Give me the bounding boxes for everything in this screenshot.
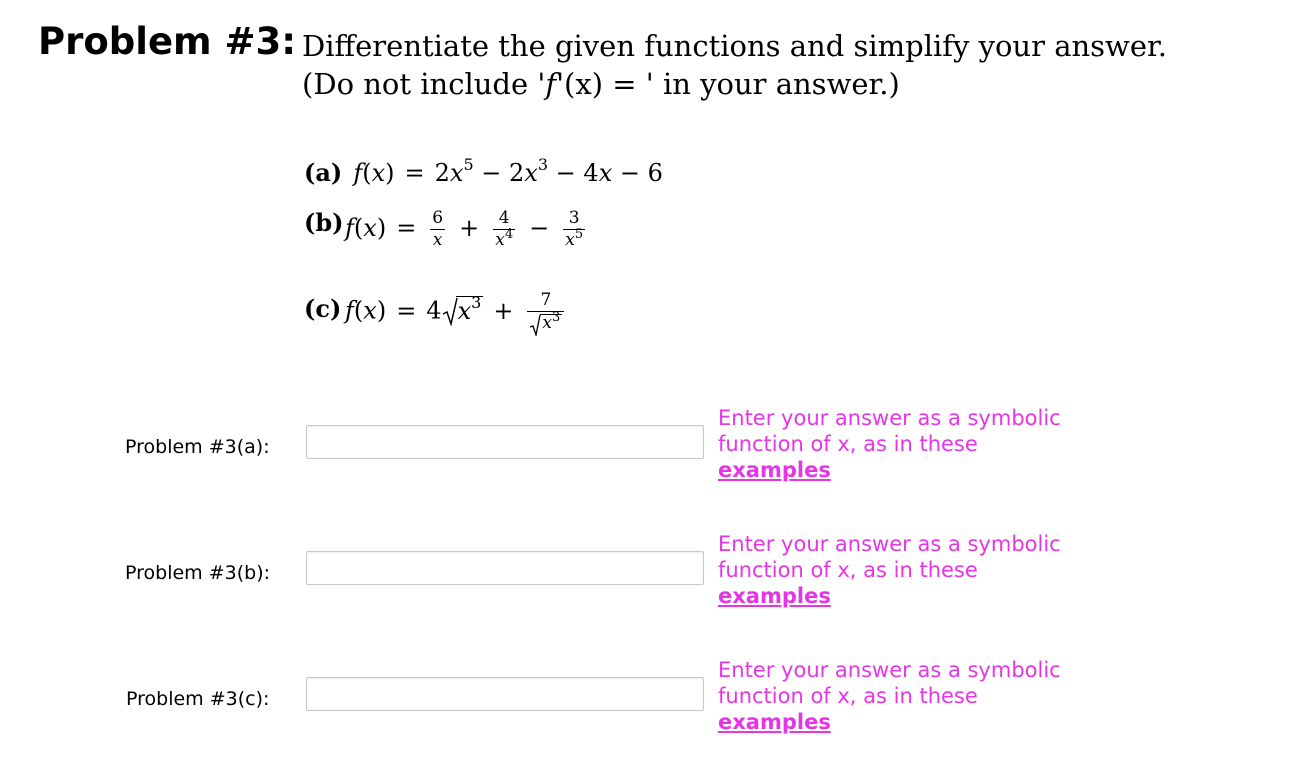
row-label-b: Problem #3(b): bbox=[125, 562, 271, 584]
instruction-mid: '(x) = ' in your answer.) bbox=[556, 67, 900, 101]
problem-title: Problem #3: bbox=[38, 20, 297, 63]
instruction-f: f bbox=[545, 67, 557, 101]
answer-input-c[interactable] bbox=[306, 677, 704, 711]
examples-link-b[interactable]: examples bbox=[718, 584, 831, 608]
row-label-c: Problem #3(c): bbox=[126, 688, 270, 710]
part-a-equation: $f(x) = 2x^5 - 2x^3 - 4x - 6$ bbox=[353, 155, 663, 187]
part-c-equation: f(x) = 4 $x^3$ + $\frac{7}{x^3}$ bbox=[345, 292, 568, 332]
part-b-equation: f(x) = $\frac{6}{x}$ + $\frac{4}{x^4}$ − $\frac{3}{x^5}$ bbox=[345, 208, 584, 250]
part-a-label: (a) bbox=[304, 158, 343, 187]
row-label-a: Problem #3(a): bbox=[125, 436, 270, 458]
hint-a bbox=[718, 405, 1098, 483]
instruction-line-1: Differentiate the given functions and simplify your answer. bbox=[302, 29, 1167, 63]
hint-c bbox=[718, 657, 1098, 735]
hint-b-text: Enter your answer as a symbolic function of x, as in these bbox=[718, 532, 1061, 582]
answer-input-b[interactable] bbox=[306, 551, 704, 585]
answer-input-a[interactable] bbox=[306, 425, 704, 459]
part-b-label: (b) bbox=[304, 208, 344, 237]
examples-link-c[interactable]: examples bbox=[718, 710, 831, 734]
hint-b bbox=[718, 531, 1098, 609]
instruction-line-2 bbox=[302, 67, 900, 101]
hint-c-text: Enter your answer as a symbolic function of x, as in these bbox=[718, 658, 1061, 708]
hint-a-text: Enter your answer as a symbolic function of x, as in these bbox=[718, 406, 1061, 456]
instruction-pre: (Do not include ' bbox=[302, 67, 546, 101]
part-c-label: (c) bbox=[304, 294, 342, 323]
part-a bbox=[304, 155, 663, 187]
examples-link-a[interactable]: examples bbox=[718, 458, 831, 482]
